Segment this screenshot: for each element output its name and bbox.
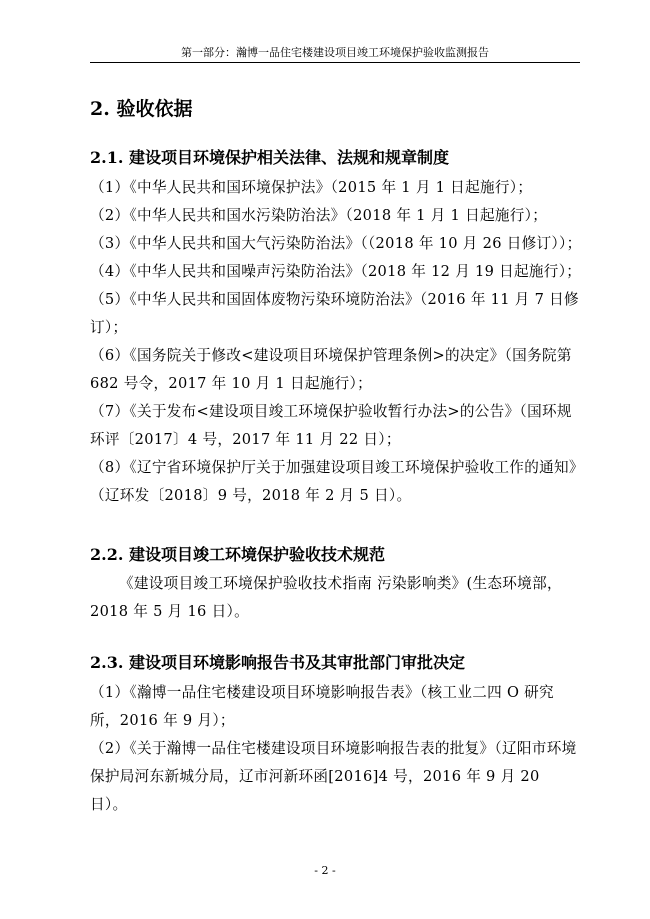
section-heading: 2. 验收依据 [90, 98, 193, 120]
list-item: （1）《中华人民共和国环境保护法》（2015 年 1 月 1 日起施行）； [90, 179, 533, 196]
running-header: 第一部分：瀚博一品住宅楼建设项目竣工环境保护验收监测报告 [181, 46, 489, 59]
subsection-heading-2-1: 2.1. 建设项目环境保护相关法律、法规和规章制度 [90, 148, 449, 167]
list-item: （5）《中华人民共和国固体废物污染环境防治法》（2016 年 11 月 7 日修订）； [90, 291, 579, 336]
page-number: - 2 - [314, 864, 336, 877]
list-item: （2）《中华人民共和国水污染防治法》（2018 年 1 月 1 日起施行）； [90, 207, 548, 224]
list-item: （1）《瀚博一品住宅楼建设项目环境影响报告表》（核工业二四 O 研究所，2016 年 9 月）； [90, 684, 554, 729]
header-divider [90, 62, 580, 63]
subsection-heading-2-2: 2.2. 建设项目竣工环境保护验收技术规范 [90, 545, 385, 564]
list-item: （8）《辽宁省环境保护厅关于加强建设项目竣工环境保护验收工作的通知》（辽环发〔2018〕9 号，2018 年 2 月 5 日）。 [90, 459, 577, 504]
list-item: （2）《关于瀚博一品住宅楼建设项目环境影响报告表的批复》（辽阳市环境保护局河东新城分局，辽市河新环函[2016]4 号，2016 年 9 月 20 日）。 [90, 740, 577, 813]
subsection-heading-2-3: 2.3. 建设项目环境影响报告书及其审批部门审批决定 [90, 653, 465, 672]
list-item: （6）《国务院关于修改<建设项目环境保护管理条例>的决定》（国务院第 682 号令，2017 年 10 月 1 日起施行）； [90, 347, 572, 392]
list-item: （3）《中华人民共和国大气污染防治法》（（2018 年 10 月 26 日修订））； [90, 235, 582, 252]
list-item: （4）《中华人民共和国噪声污染防治法》（2018 年 12 月 19 日起施行）； [90, 263, 582, 280]
list-item: （7）《关于发布<建设项目竣工环境保护验收暂行办法>的公告》（国环规环评〔2017〕4 号，2017 年 11 月 22 日）； [90, 403, 572, 448]
paragraph: 《建设项目竣工环境保护验收技术指南 污染影响类》(生态环境部，2018 年 5 月 16 日）。 [90, 575, 562, 620]
